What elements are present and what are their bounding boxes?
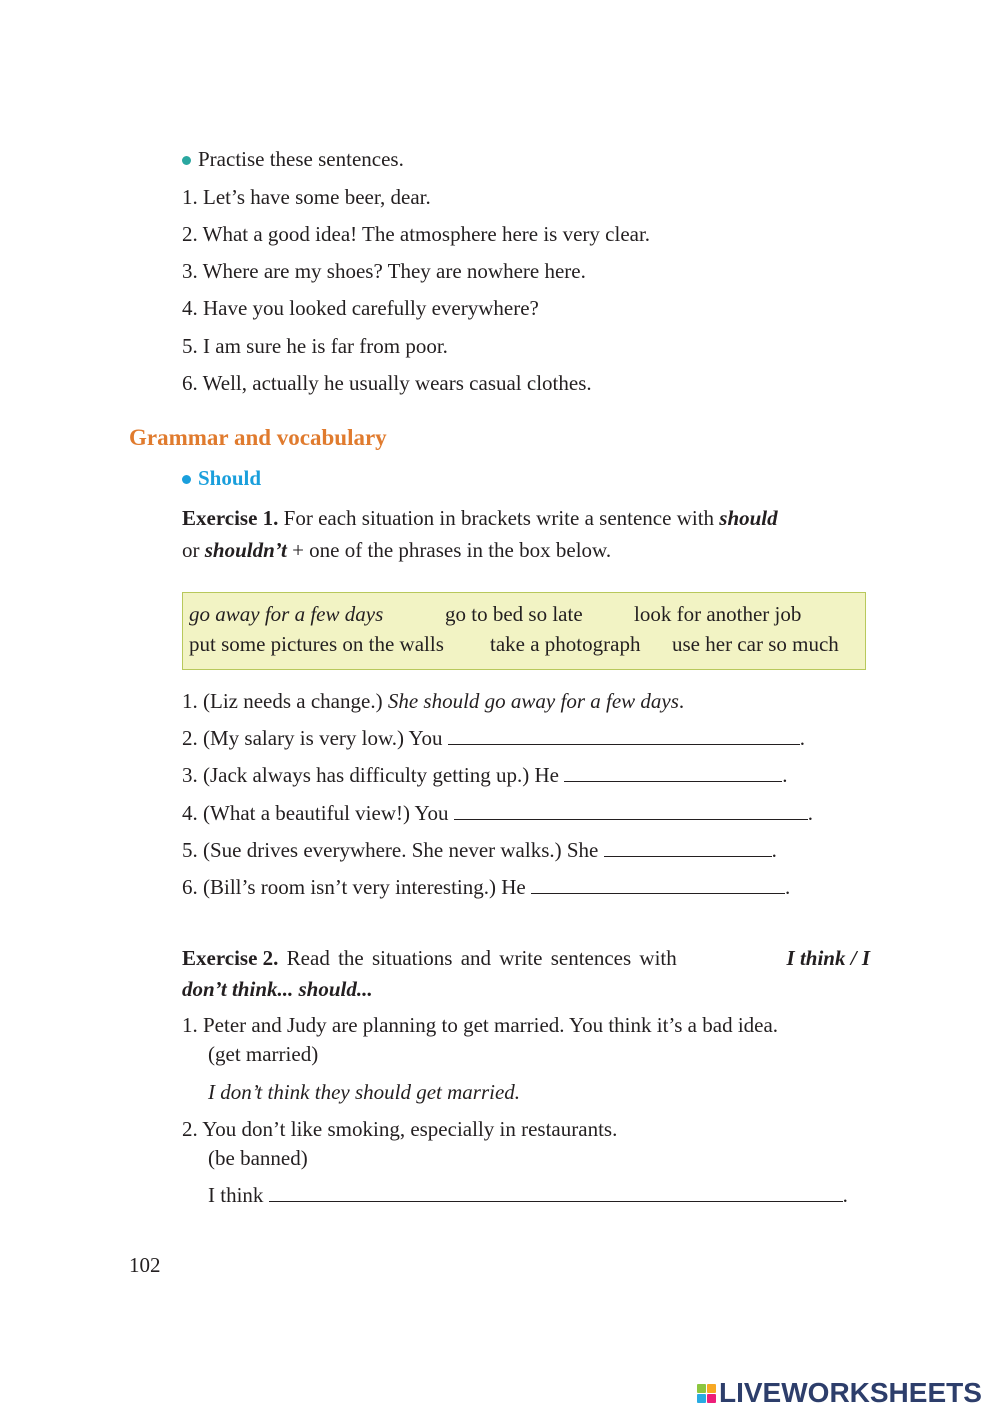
practise-sentence: 3. Where are my shoes? They are nowhere here. xyxy=(182,259,586,283)
answer-blank[interactable] xyxy=(564,763,782,782)
logo-square xyxy=(707,1384,716,1393)
phrase-item: take a photograph xyxy=(490,632,641,656)
instruction-text: + one of the phrases in the box below. xyxy=(286,538,612,562)
exercise2-instruction-line1 xyxy=(182,946,870,971)
instruction-text: Read the situations and write sentences with xyxy=(278,946,677,970)
practise-sentence: 2. What a good idea! The atmosphere here is very clear. xyxy=(182,222,651,246)
logo-squares-icon xyxy=(697,1384,716,1403)
exercise2-situation: 1. Peter and Judy are planning to get married. You think it’s a bad idea. xyxy=(182,1013,779,1037)
instruction-text: or xyxy=(182,538,205,562)
subsection-heading: Should xyxy=(182,466,261,491)
keyword-i-think: I think / I xyxy=(786,946,870,970)
exercise1-label: Exercise 1. xyxy=(182,506,279,530)
answer-blank[interactable] xyxy=(448,726,800,745)
answer-blank[interactable] xyxy=(454,801,808,820)
logo-text: LIVEWORKSHEETS xyxy=(719,1377,982,1408)
exercise1-item: 3. (Jack always has difficulty getting up.) He . xyxy=(182,763,788,787)
logo-square xyxy=(697,1384,706,1393)
exercise1-item: 4. (What a beautiful view!) You . xyxy=(182,801,814,825)
phrase-item: go away for a few days xyxy=(189,602,384,626)
exercise1-item: 6. (Bill’s room isn’t very interesting.) He . xyxy=(182,875,791,899)
practise-sentence: 1. Let’s have some beer, dear. xyxy=(182,185,431,209)
exercise2-label: Exercise 2. xyxy=(182,946,279,970)
answer-blank[interactable] xyxy=(531,875,785,894)
exercise2-cue: (get married) xyxy=(208,1042,319,1066)
exercise2-instruction-line2 xyxy=(182,977,373,1002)
phrase-item: put some pictures on the walls xyxy=(189,632,444,656)
exercise2-situation: 2. You don’t like smoking, especially in restaurants. xyxy=(182,1117,618,1141)
keyword-dont-think: don’t think... should... xyxy=(182,977,373,1001)
exercise2-answer-line: I think . xyxy=(208,1183,848,1207)
phrase-box xyxy=(182,592,866,670)
answer-blank[interactable] xyxy=(269,1183,843,1202)
practise-sentence: 4. Have you looked carefully everywhere? xyxy=(182,296,539,320)
instruction-text: For each situation in brackets write a sentence with xyxy=(278,506,720,530)
keyword-shouldnt: shouldn’t xyxy=(204,538,287,562)
page-number: 102 xyxy=(129,1253,161,1277)
answer-blank[interactable] xyxy=(604,838,772,857)
example-answer: I don’t think they should get married. xyxy=(208,1080,521,1104)
logo-square xyxy=(697,1394,706,1403)
section-heading: Grammar and vocabulary xyxy=(129,425,387,450)
exercise1-item: 2. (My salary is very low.) You . xyxy=(182,726,806,750)
practise-sentence: 6. Well, actually he usually wears casual clothes. xyxy=(182,371,592,395)
exercise1-item: 5. (Sue drives everywhere. She never walks.) She . xyxy=(182,838,777,862)
bullet-icon xyxy=(182,475,191,484)
liveworksheets-logo xyxy=(697,1377,982,1409)
exercise2-cue: (be banned) xyxy=(208,1146,308,1170)
bullet-icon xyxy=(182,156,191,165)
practise-intro: Practise these sentences. xyxy=(182,147,404,172)
phrase-item: go to bed so late xyxy=(445,602,583,626)
practise-sentence: 5. I am sure he is far from poor. xyxy=(182,334,448,358)
example-answer: She should go away for a few days xyxy=(387,689,679,713)
logo-square xyxy=(707,1394,716,1403)
exercise1-item: 1. (Liz needs a change.) She should go away for a few days. xyxy=(182,689,685,713)
keyword-should: should xyxy=(719,506,778,530)
phrase-item: look for another job xyxy=(634,602,802,626)
exercise1-instruction-line1 xyxy=(182,506,778,531)
phrase-item: use her car so much xyxy=(672,632,839,656)
exercise1-instruction-line2 xyxy=(182,538,611,563)
